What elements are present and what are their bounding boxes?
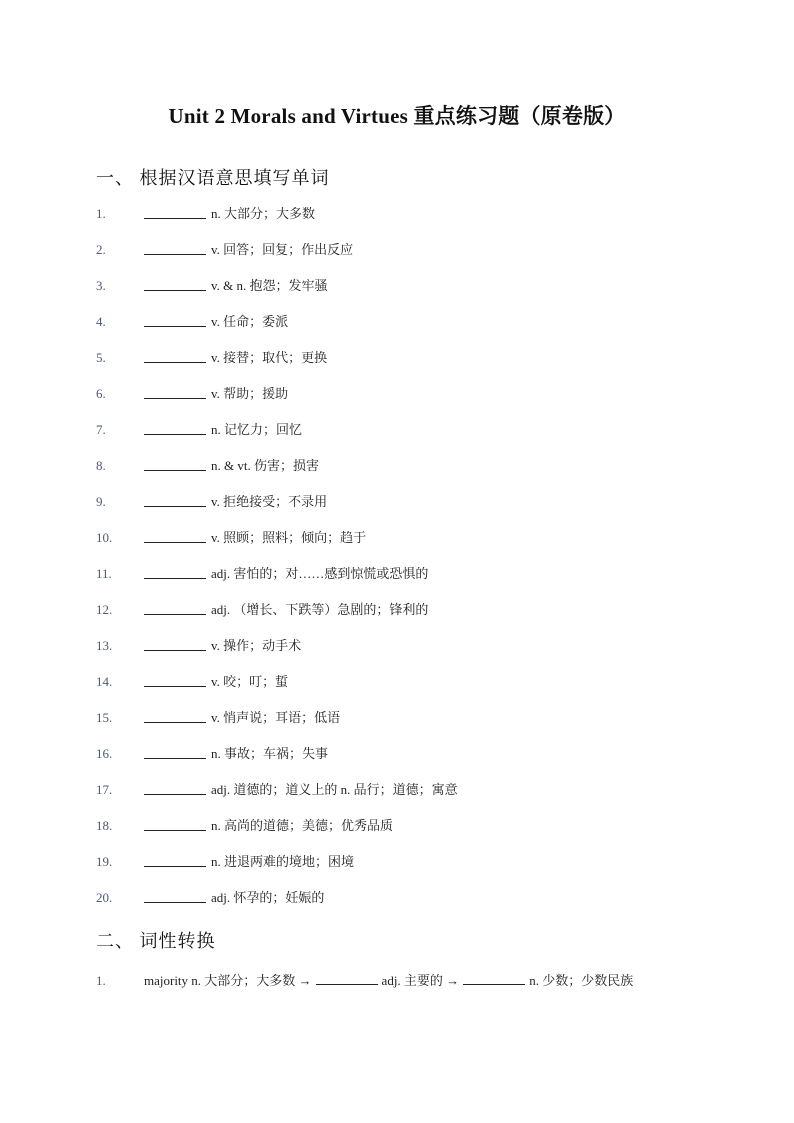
- item-definition: n. 事故；车祸；失事: [211, 746, 329, 761]
- answer-blank[interactable]: [144, 777, 206, 795]
- item-number: 12.: [96, 602, 113, 617]
- item-definition: v. 咬；叮；蜇: [211, 674, 289, 689]
- item-definition: adj. 害怕的；对……感到惊慌或恐惧的: [211, 566, 429, 581]
- item-definition: v. 操作；动手术: [211, 638, 302, 653]
- item-number: 14.: [96, 674, 113, 689]
- item-definition: adj. 道德的；道义上的 n. 品行；道德；寓意: [211, 782, 458, 797]
- answer-blank[interactable]: [144, 201, 206, 219]
- answer-blank[interactable]: [144, 813, 206, 831]
- item-number: 3.: [96, 278, 106, 293]
- item-definition: v. 拒绝接受；不录用: [211, 494, 328, 509]
- item-definition: n. 高尚的道德；美德；优秀品质: [211, 818, 394, 833]
- conversion-question-1: [96, 966, 686, 995]
- item-definition: n. 记忆力；回忆: [211, 422, 303, 437]
- answer-blank[interactable]: [144, 741, 206, 759]
- answer-blank[interactable]: [144, 345, 206, 363]
- list-item: [96, 561, 716, 597]
- item-definition: v. 接替；取代；更换: [211, 350, 328, 365]
- list-item: [96, 345, 716, 381]
- answer-blank[interactable]: [144, 417, 206, 435]
- item-number: 5.: [96, 350, 106, 365]
- list-item: [96, 741, 716, 777]
- list-item: [96, 201, 716, 237]
- item-number: 19.: [96, 854, 113, 869]
- page-title: Unit 2 Morals and Virtues 重点练习题（原卷版）: [168, 104, 626, 128]
- list-item: [96, 309, 716, 345]
- item-number: 20.: [96, 890, 113, 905]
- answer-blank[interactable]: [463, 970, 525, 985]
- item-number: 17.: [96, 782, 113, 797]
- item-definition: adj. （增长、下跌等）急剧的；锋利的: [211, 602, 429, 617]
- list-item: [96, 453, 716, 489]
- answer-blank[interactable]: [144, 705, 206, 723]
- item-number: 8.: [96, 458, 106, 473]
- item-definition: v. 回答；回复；作出反应: [211, 242, 354, 257]
- list-item: [96, 705, 716, 741]
- list-item: [96, 849, 716, 885]
- list-item: [96, 813, 716, 849]
- list-item: [96, 273, 716, 309]
- question-text-part-1: majority n. 大部分；大多数 →: [144, 973, 312, 988]
- question-text-part-3: n. 少数；少数民族: [529, 973, 634, 988]
- answer-blank[interactable]: [144, 849, 206, 867]
- answer-blank[interactable]: [144, 453, 206, 471]
- item-definition: n. & vt. 伤害；损害: [211, 458, 319, 473]
- item-number: 18.: [96, 818, 113, 833]
- item-number: 7.: [96, 422, 106, 437]
- answer-blank[interactable]: [144, 381, 206, 399]
- item-number: 2.: [96, 242, 106, 257]
- answer-blank[interactable]: [144, 669, 206, 687]
- list-item: [96, 777, 716, 813]
- answer-blank[interactable]: [144, 525, 206, 543]
- item-definition: v. 照顾；照料；倾向；趋于: [211, 530, 367, 545]
- answer-blank[interactable]: [144, 561, 206, 579]
- item-number: 6.: [96, 386, 106, 401]
- list-item: [96, 669, 716, 705]
- item-definition: v. 帮助；援助: [211, 386, 289, 401]
- section-heading-1: 一、 根据汉语意思填写单词: [96, 168, 330, 188]
- item-number: 4.: [96, 314, 106, 329]
- answer-blank[interactable]: [144, 309, 206, 327]
- item-definition: n. 大部分；大多数: [211, 206, 316, 221]
- vocabulary-list: [96, 201, 716, 921]
- item-number: 11.: [96, 566, 112, 581]
- list-item: [96, 597, 716, 633]
- list-item: [96, 237, 716, 273]
- list-item: [96, 633, 716, 669]
- item-number: 10.: [96, 530, 113, 545]
- list-item: [96, 381, 716, 417]
- answer-blank[interactable]: [316, 970, 378, 985]
- item-number: 1.: [96, 206, 106, 221]
- item-definition: adj. 怀孕的；妊娠的: [211, 890, 325, 905]
- answer-blank[interactable]: [144, 633, 206, 651]
- list-item: [96, 489, 716, 525]
- answer-blank[interactable]: [144, 273, 206, 291]
- list-item: [96, 417, 716, 453]
- item-definition: n. 进退两难的境地；困境: [211, 854, 355, 869]
- list-item: [96, 885, 716, 921]
- question-text-part-2: adj. 主要的 →: [381, 973, 460, 988]
- list-item: [96, 525, 716, 561]
- answer-blank[interactable]: [144, 597, 206, 615]
- item-number: 9.: [96, 494, 106, 509]
- item-definition: v. & n. 抱怨；发牢骚: [211, 278, 328, 293]
- question-number: 1.: [96, 973, 106, 988]
- answer-blank[interactable]: [144, 237, 206, 255]
- item-number: 15.: [96, 710, 113, 725]
- answer-blank[interactable]: [144, 885, 206, 903]
- item-definition: v. 任命；委派: [211, 314, 289, 329]
- item-number: 16.: [96, 746, 113, 761]
- section-heading-2: 二、 词性转换: [96, 931, 216, 951]
- item-definition: v. 悄声说；耳语；低语: [211, 710, 341, 725]
- item-number: 13.: [96, 638, 113, 653]
- answer-blank[interactable]: [144, 489, 206, 507]
